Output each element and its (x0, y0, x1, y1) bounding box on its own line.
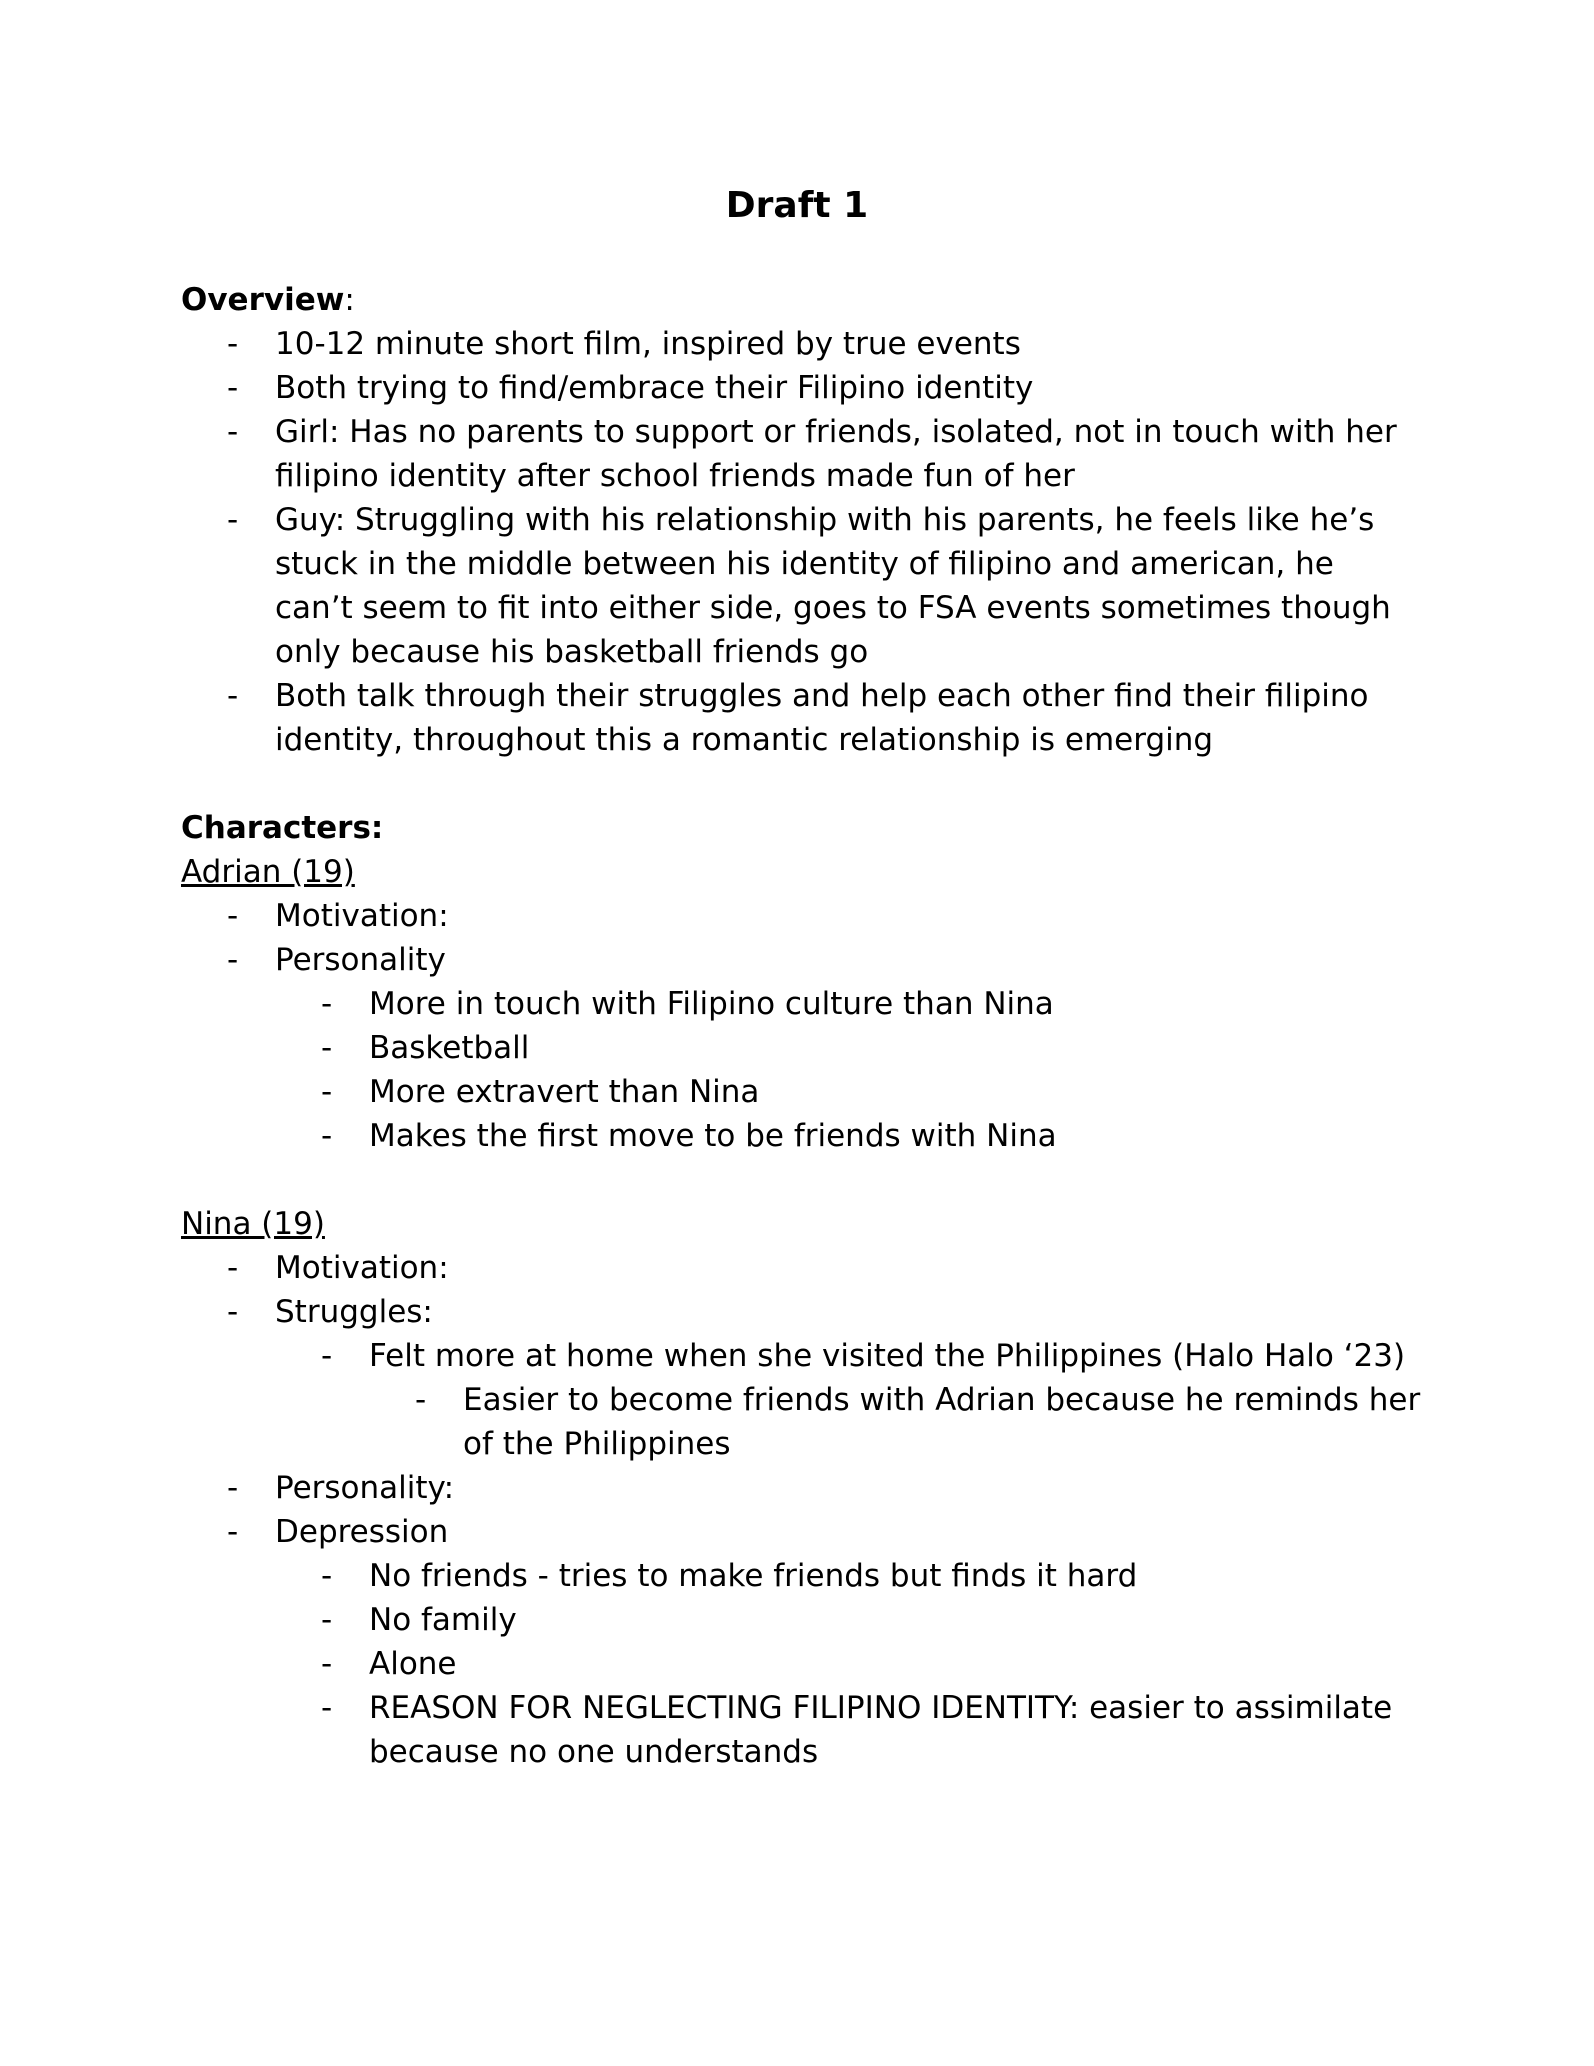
bullet-dash: - (227, 898, 239, 934)
page-title: Draft 1 (725, 185, 869, 226)
bullet-dash: - (321, 1646, 333, 1682)
list-item (181, 894, 1421, 938)
list-item (181, 982, 1421, 1026)
bullet-dash: - (227, 1294, 239, 1330)
overview-item-2: Both trying to find/embrace their Filipino identity (275, 370, 1034, 406)
overview-heading-colon: : (344, 282, 355, 318)
characters-heading: Characters: (181, 810, 384, 846)
overview-item-3: Girl: Has no parents to support or friends, isolated, not in touch with her filipino identity after school friends made fun of her (275, 414, 1397, 494)
bullet-dash: - (227, 1514, 239, 1550)
list-item (181, 322, 1421, 366)
bullet-dash: - (321, 986, 333, 1022)
adrian-personality-item-4: Makes the first move to be friends with Nina (369, 1118, 1057, 1154)
overview-heading (181, 278, 1421, 322)
bullet-dash: - (321, 1030, 333, 1066)
list-item (181, 1026, 1421, 1070)
overview-item-1: 10-12 minute short film, inspired by true events (275, 326, 1021, 362)
bullet-dash: - (227, 1250, 239, 1286)
list-item (181, 1290, 1421, 1334)
bullet-dash: - (321, 1602, 333, 1638)
bullet-dash: - (227, 1470, 239, 1506)
character-name-adrian: Adrian (19) (181, 854, 355, 890)
nina-depression-item-2: No family (369, 1602, 517, 1638)
list-item (181, 366, 1421, 410)
spacer (181, 762, 1421, 806)
bullet-dash: - (321, 1118, 333, 1154)
adrian-personality-item-2: Basketball (369, 1030, 530, 1066)
nina-depression-item-4: REASON FOR NEGLECTING FILIPINO IDENTITY: easier to assimilate because no one understands (369, 1690, 1393, 1770)
list-item (181, 1510, 1421, 1554)
nina-struggles: Struggles: (275, 1294, 433, 1330)
list-item (181, 498, 1421, 674)
bullet-dash: - (227, 414, 239, 450)
overview-item-5: Both talk through their struggles and help each other find their filipino identity, throughout this a romantic relationship is emerging (275, 678, 1369, 758)
list-item (181, 410, 1421, 498)
nina-struggles-item: Felt more at home when she visited the Philippines (Halo Halo ‘23) (369, 1338, 1406, 1374)
overview-heading-text: Overview (181, 282, 345, 318)
spacer (181, 1158, 1421, 1202)
list-item (181, 1246, 1421, 1290)
nina-personality: Personality: (275, 1470, 455, 1506)
nina-depression-item-1: No friends - tries to make friends but finds it hard (369, 1558, 1138, 1594)
overview-item-4: Guy: Struggling with his relationship with his parents, he feels like he’s stuck in the middle between his identity of filipino and american, he can’t seem to fit into either side, goes to FSA events sometimes though only because his basketball friends go (275, 502, 1391, 670)
bullet-dash: - (321, 1558, 333, 1594)
adrian-personality-item-1: More in touch with Filipino culture than Nina (369, 986, 1054, 1022)
nina-motivation: Motivation: (275, 1250, 449, 1286)
bullet-dash: - (321, 1338, 333, 1374)
bullet-dash: - (227, 370, 239, 406)
list-item (181, 1554, 1421, 1598)
bullet-dash: - (415, 1382, 427, 1418)
adrian-motivation: Motivation: (275, 898, 449, 934)
list-item (181, 1598, 1421, 1642)
adrian-personality: Personality (275, 942, 446, 978)
list-item (181, 938, 1421, 982)
list-item (181, 1466, 1421, 1510)
list-item (181, 1686, 1421, 1774)
list-item (181, 1378, 1421, 1466)
nina-depression: Depression (275, 1514, 449, 1550)
bullet-dash: - (227, 678, 239, 714)
bullet-dash: - (321, 1074, 333, 1110)
adrian-personality-item-3: More extravert than Nina (369, 1074, 760, 1110)
bullet-dash: - (227, 326, 239, 362)
list-item (181, 1114, 1421, 1158)
list-item (181, 1642, 1421, 1686)
bullet-dash: - (321, 1690, 333, 1726)
list-item (181, 1334, 1421, 1378)
bullet-dash: - (227, 942, 239, 978)
list-item (181, 1070, 1421, 1114)
document-body (181, 278, 1421, 1774)
bullet-dash: - (227, 502, 239, 538)
nina-depression-item-3: Alone (369, 1646, 457, 1682)
list-item (181, 674, 1421, 762)
character-name-nina: Nina (19) (181, 1206, 325, 1242)
nina-struggles-subitem: Easier to become friends with Adrian because he reminds her of the Philippines (463, 1382, 1421, 1462)
